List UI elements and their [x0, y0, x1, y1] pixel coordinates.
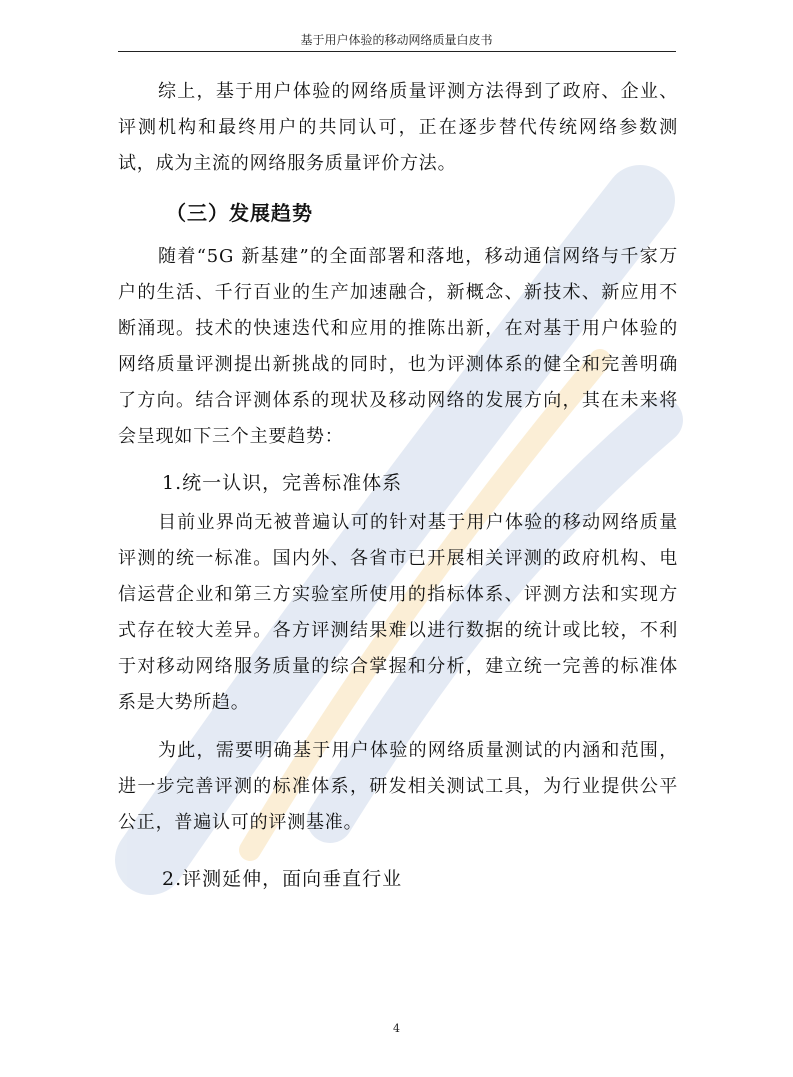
header-divider [118, 51, 676, 52]
page-body [118, 74, 678, 901]
paragraph-trend-intro: 随着“5G 新基建”的全面部署和落地，移动通信网络与千家万户的生活、千行百业的生产加速融合，新概念、新技术、新应用不断涌现。技术的快速迭代和应用的推陈出新，在对基于用户体验的网络质量评测提出新挑战的同时，也为评测体系的健全和完善明确了方向。结合评测体系的现状及移动网络的发展方向，其在未来将会呈现如下三个主要趋势： [118, 246, 678, 447]
section-heading-trends: （三）发展趋势 [166, 201, 313, 225]
paragraph-standards-action: 为此，需要明确基于用户体验的网络质量测试的内涵和范围，进一步完善评测的标准体系，研发相关测试工具，为行业提供公平公正，普遍认可的评测基准。 [118, 740, 678, 833]
paragraph-standards-status: 目前业界尚无被普遍认可的针对基于用户体验的移动网络质量评测的统一标准。国内外、各省市已开展相关评测的政府机构、电信运营企业和第三方实验室所使用的指标体系、评测方法和实现方式存在较大差异。各方评测结果难以进行数据的统计或比较，不利于对移动网络服务质量的综合掌握和分析，建立统一完善的标准体系是大势所趋。 [118, 512, 678, 713]
page-number: 4 [393, 1022, 400, 1035]
running-header-title: 基于用户体验的移动网络质量白皮书 [300, 33, 493, 47]
paragraph-summary: 综上，基于用户体验的网络质量评测方法得到了政府、企业、评测机构和最终用户的共同认可，正在逐步替代传统网络参数测试，成为主流的网络服务质量评价方法。 [118, 81, 678, 174]
subheading-unify-standards: 1.统一认识，完善标准体系 [162, 472, 403, 494]
subheading-vertical-industries: 2.评测延伸，面向垂直行业 [162, 868, 403, 890]
